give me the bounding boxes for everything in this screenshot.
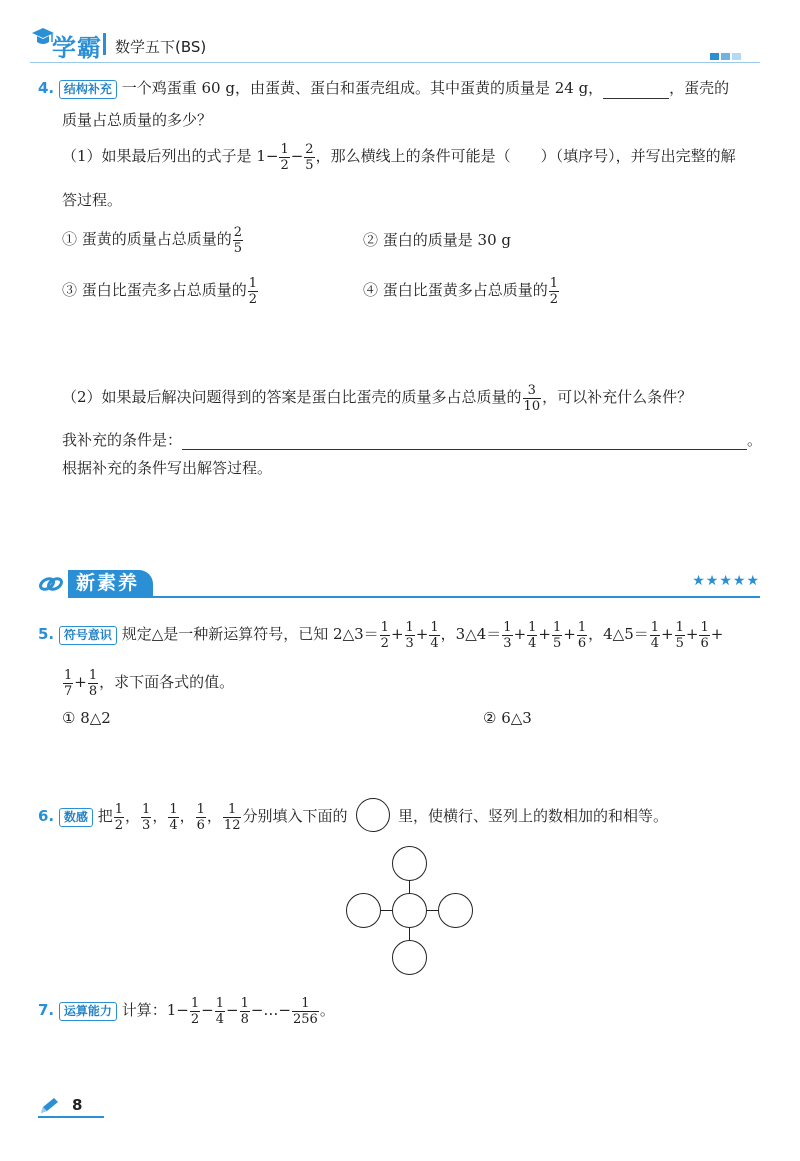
q4-condition-blank[interactable] [603, 98, 669, 99]
fraction: $\frac{1}{8}$ [88, 667, 98, 699]
fraction: $\frac{2}{5}$ [305, 141, 314, 173]
header-rule [30, 62, 760, 63]
q5-item-2: ② 6△3 [483, 709, 532, 727]
fraction: $\frac{1}{3}$ [503, 619, 512, 651]
question-5: 5. 符号意识 规定△是一种新运算符号，已知 2△3＝ $\frac{1}{2}$ + $\frac{1}{3}$ + $\frac{1}{4}$ ，3△4＝ $\frac{1}{3}$ + $\frac{1}{4}$ + $\frac{1}{5}$ + $\frac{1}{6}$ ，4△5＝ $\frac{1}{4}$ + $\frac{1}{5}$ + $\frac{1}{6}$ + [38, 619, 724, 651]
fraction: $\frac{1}{6}$ [577, 619, 587, 651]
skill-tag: 结构补充 [59, 80, 117, 99]
fraction: $\frac{1}{2}$ [190, 995, 200, 1027]
q4-part2: （2）如果最后解决问题得到的答案是蛋白比蛋壳的质量多占总质量的 $\frac{3}{10}$ ，可以补充什么条件？ [62, 382, 693, 414]
pencil-icon [38, 1096, 62, 1116]
connector [409, 927, 411, 941]
fraction: $\frac{1}{2}$ [280, 141, 289, 173]
fraction: $\frac{1}{3}$ [142, 801, 151, 833]
q5-line2: $\frac{1}{7}$ + $\frac{1}{8}$ ，求下面各式的值。 [64, 667, 235, 699]
fraction: $\frac{1}{5}$ [675, 619, 684, 651]
inline-circle-icon [356, 798, 390, 832]
fraction: $\frac{1}{2}$ [114, 801, 124, 833]
question-4 [38, 78, 729, 99]
q5-item-1: ① 8△2 [62, 709, 111, 727]
supplement-input-line[interactable] [182, 449, 747, 450]
fraction: $\frac{1}{4}$ [650, 619, 660, 651]
fraction: $\frac{1}{4}$ [215, 995, 224, 1027]
question-6: 6. 数感 把 $\frac{1}{2}$ ， $\frac{1}{3}$ ， $\frac{1}{4}$ ， $\frac{1}{6}$ ， $\frac{1}{12}$ 分别填入下面的 [38, 801, 348, 833]
header-squares [710, 46, 741, 64]
fraction: $\frac{1}{2}$ [248, 275, 258, 307]
footer-rule [38, 1116, 104, 1118]
question-number: 5. [38, 625, 55, 643]
fraction: $\frac{1}{4}$ [430, 619, 439, 651]
q4-option-1: ① 蛋黄的质量占总质量的 $\frac{2}{5}$ [62, 224, 243, 256]
q4-option-3: ③ 蛋白比蛋壳多占总质量的 $\frac{1}{2}$ [62, 275, 258, 307]
fraction: $\frac{1}{256}$ [292, 995, 318, 1027]
difficulty-stars: ★★★★★ [692, 573, 760, 589]
circle-left[interactable] [346, 893, 381, 928]
link-chain-icon [38, 573, 64, 595]
q4-part2-prompt: 根据补充的条件写出解答过程。 [62, 459, 273, 477]
circle-top[interactable] [392, 846, 427, 881]
skill-tag: 符号意识 [59, 626, 117, 645]
header [0, 0, 800, 70]
fraction: $\frac{1}{3}$ [405, 619, 414, 651]
fraction: $\frac{1}{8}$ [240, 995, 249, 1027]
q4-part1-cont: 答过程。 [62, 191, 123, 209]
skill-tag: 数感 [59, 808, 93, 827]
circle-bottom[interactable] [392, 940, 427, 975]
fraction: $\frac{1}{5}$ [553, 619, 562, 651]
brand-logo: 学霸 [52, 34, 102, 62]
skill-tag: 运算能力 [59, 1002, 117, 1021]
header-divider [103, 33, 106, 55]
q4-supplement-line: 我补充的条件是： 。 [62, 431, 763, 449]
fraction: $\frac{1}{2}$ [380, 619, 389, 651]
q6-text-c: 里，使横行、竖列上的数相加的和相等。 [398, 807, 669, 825]
fraction: $\frac{1}{4}$ [528, 619, 537, 651]
fraction: $\frac{1}{2}$ [549, 275, 559, 307]
connector [409, 880, 411, 894]
fraction: $\frac{1}{4}$ [169, 801, 178, 833]
question-number: 6. [38, 807, 55, 825]
fraction: $\frac{1}{6}$ [196, 801, 205, 833]
q4-option-2: ② 蛋白的质量是 30 g [363, 231, 511, 249]
fraction: $\frac{1}{6}$ [700, 619, 709, 651]
section-rule [68, 596, 760, 598]
circle-right[interactable] [438, 893, 473, 928]
question-number: 7. [38, 1001, 55, 1019]
circle-center[interactable] [392, 893, 427, 928]
book-subtitle: 数学五下(BS) [115, 38, 207, 56]
question-7: 7. 运算能力 计算：1− $\frac{1}{2}$ − $\frac{1}{4}$ − $\frac{1}{8}$ −…− $\frac{1}{256}$ 。 [38, 995, 335, 1027]
footer [38, 1094, 108, 1120]
fraction: $\frac{1}{12}$ [223, 801, 241, 833]
q4-stem: 一个鸡蛋重 60 g，由蛋黄、蛋白和蛋壳组成。其中蛋黄的质量是 24 g， [121, 79, 604, 97]
q4-part1: （1）如果最后列出的式子是 1− $\frac{1}{2}$ − $\frac{2}{5}$ ，那么横线上的条件可能是（ ）（填序号），并写出完整的解 [62, 141, 736, 173]
q4-stem-b: ，蛋壳的 [669, 79, 730, 97]
section-title: 新素养 [68, 570, 153, 597]
fraction: $\frac{2}{5}$ [233, 224, 243, 256]
question-number: 4. [38, 79, 55, 97]
q4-stem-c: 质量占总质量的多少？ [62, 111, 213, 129]
section-header [38, 570, 760, 598]
page-number: 8 [72, 1096, 83, 1114]
q4-option-4: ④ 蛋白比蛋黄多占总质量的 $\frac{1}{2}$ [363, 275, 559, 307]
fraction: $\frac{1}{7}$ [64, 667, 73, 699]
fraction: $\frac{3}{10}$ [523, 382, 541, 414]
